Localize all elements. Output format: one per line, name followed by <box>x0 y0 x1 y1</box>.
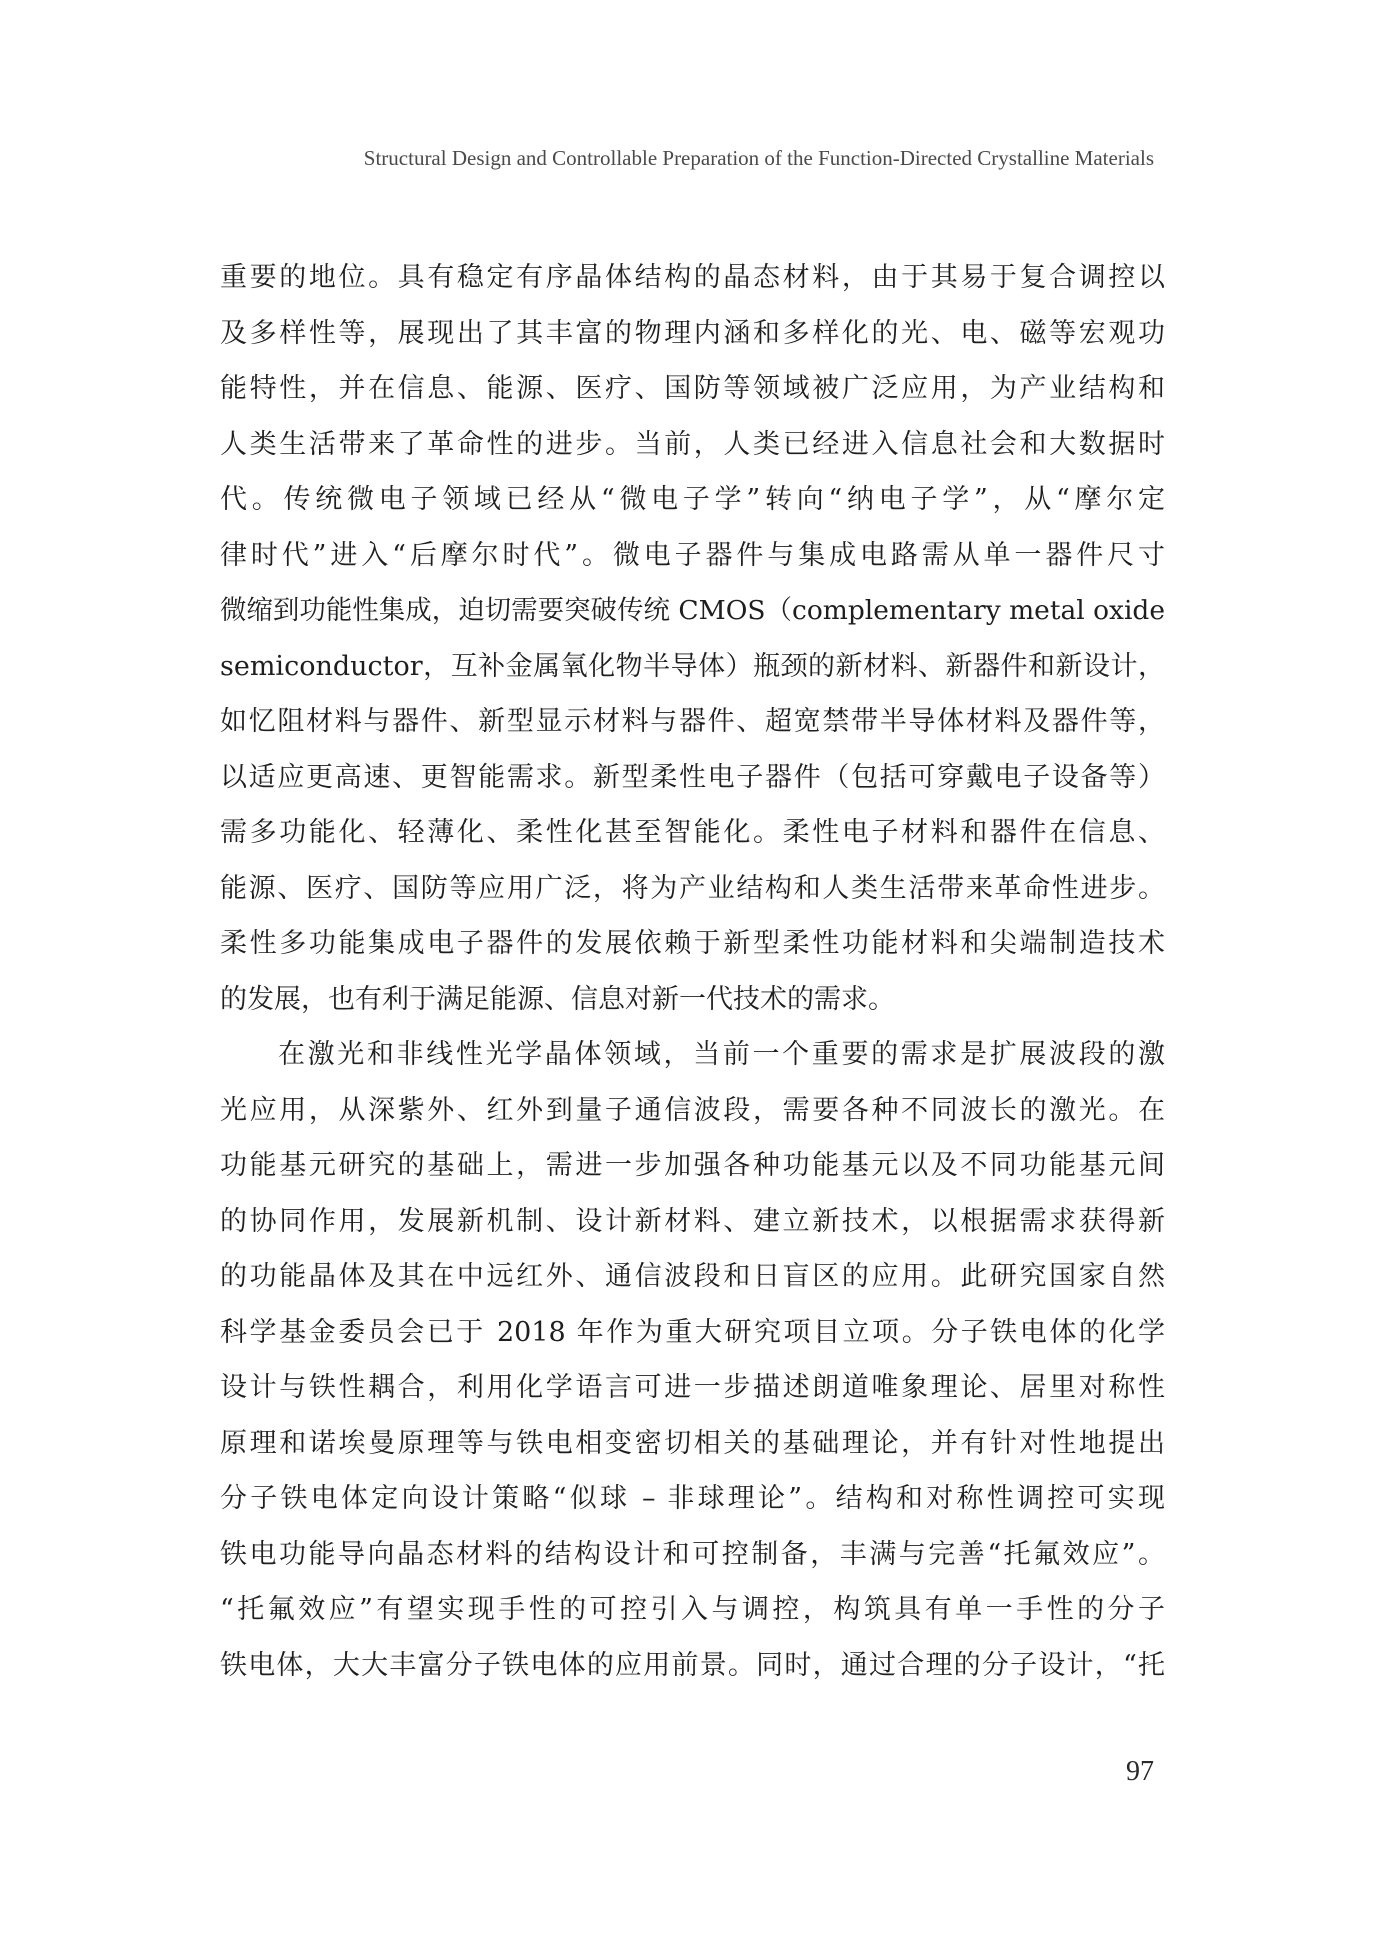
text-line: 律时代”进入“后摩尔时代”。微电子器件与集成电路需从单一器件尺寸 <box>220 539 1165 571</box>
text-line: 分子铁电体定向设计策略“似球 – 非球理论”。结构和对称性调控可实现 <box>220 1483 1165 1514</box>
text-line: 及多样性等，展现出了其丰富的物理内涵和多样化的光、电、磁等宏观功 <box>220 317 1165 349</box>
text-line: 能特性，并在信息、能源、医疗、国防等领域被广泛应用，为产业结构和 <box>220 373 1165 404</box>
body-text <box>220 250 1165 1693</box>
text-line: 铁电体，大大丰富分子铁电体的应用前景。同时，通过合理的分子设计，“托 <box>220 1649 1165 1681</box>
paragraph-first-line: 在激光和非线性光学晶体领域，当前一个重要的需求是扩展波段的激 <box>278 1039 1165 1070</box>
text-line: 柔性多功能集成电子器件的发展依赖于新型柔性功能材料和尖端制造技术 <box>220 928 1165 959</box>
text-line: 设计与铁性耦合，利用化学语言可进一步描述朗道唯象理论、居里对称性 <box>220 1372 1165 1403</box>
text-line: 微缩到功能性集成，迫切需要突破传统 CMOS（complementary metal oxide <box>220 595 1165 626</box>
text-line: 重要的地位。具有稳定有序晶体结构的晶态材料，由于其易于复合调控以 <box>220 262 1165 293</box>
text-line: 科学基金委员会已于 2018 年作为重大研究项目立项。分子铁电体的化学 <box>220 1316 1165 1348</box>
text-line: 的发展，也有利于满足能源、信息对新一代技术的需求。 <box>220 983 895 1015</box>
text-line: 能源、医疗、国防等应用广泛，将为产业结构和人类生活带来革命性进步。 <box>220 872 1165 904</box>
running-header: Structural Design and Controllable Preparation of the Function-Directed Crystalline Materials <box>363 146 1154 170</box>
text-line: 以适应更高速、更智能需求。新型柔性电子器件（包括可穿戴电子设备等） <box>220 761 1165 793</box>
text-line: 的功能晶体及其在中远红外、通信波段和日盲区的应用。此研究国家自然 <box>220 1261 1165 1292</box>
text-line: 光应用，从深紫外、红外到量子通信波段，需要各种不同波长的激光。在 <box>220 1094 1165 1126</box>
text-line: 需多功能化、轻薄化、柔性化甚至智能化。柔性电子材料和器件在信息、 <box>220 817 1165 848</box>
page-number: 97 <box>1126 1756 1154 1787</box>
text-line: 功能基元研究的基础上，需进一步加强各种功能基元以及不同功能基元间 <box>220 1150 1165 1181</box>
text-line: 原理和诺埃曼原理等与铁电相变密切相关的基础理论，并有针对性地提出 <box>220 1427 1165 1459</box>
text-line: 铁电功能导向晶态材料的结构设计和可控制备，丰满与完善“托氟效应”。 <box>220 1538 1165 1570</box>
text-line: 的协同作用，发展新机制、设计新材料、建立新技术，以根据需求获得新 <box>220 1205 1165 1237</box>
text-line: semiconductor，互补金属氧化物半导体）瓶颈的新材料、新器件和新设计， <box>220 650 1165 682</box>
text-line: 如忆阻材料与器件、新型显示材料与器件、超宽禁带半导体材料及器件等， <box>220 706 1165 737</box>
text-line: “托氟效应”有望实现手性的可控引入与调控，构筑具有单一手性的分子 <box>220 1594 1165 1625</box>
text-line: 人类生活带来了革命性的进步。当前，人类已经进入信息社会和大数据时 <box>220 428 1165 460</box>
text-line: 代。传统微电子领域已经从“微电子学”转向“纳电子学”，从“摩尔定 <box>220 484 1165 515</box>
